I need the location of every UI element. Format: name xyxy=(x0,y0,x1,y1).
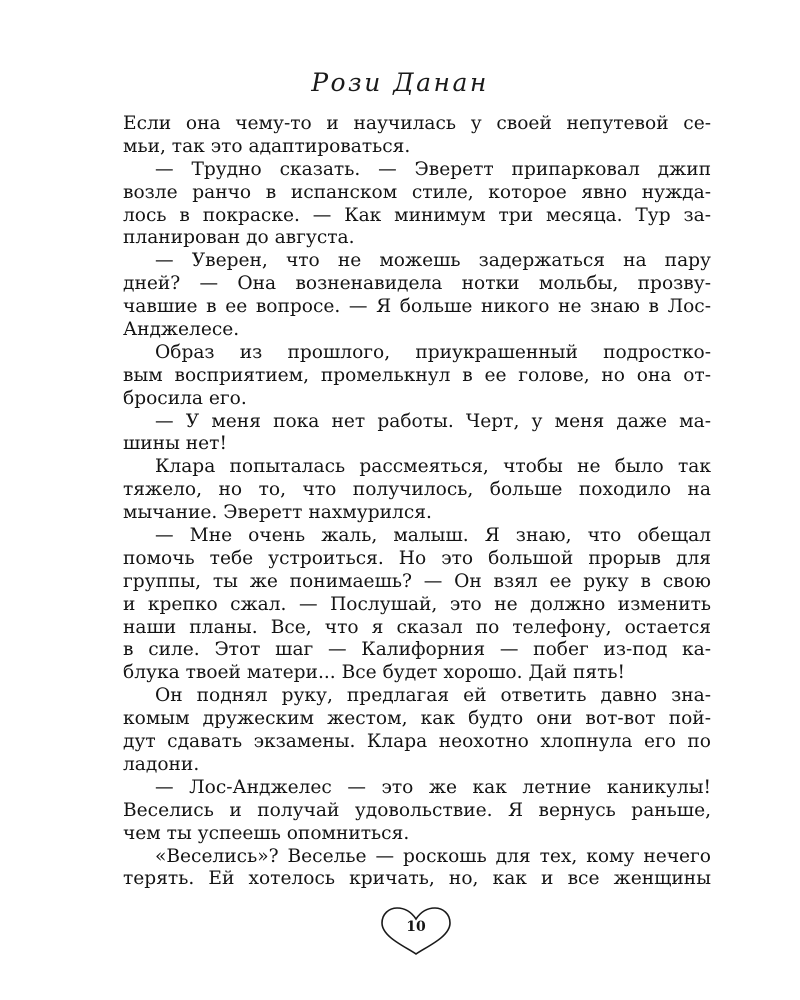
text-line: дней? — Она возненавидела нотки мольбы, прозву- xyxy=(123,273,711,295)
text-line: помочь тебе устроиться. Но это большой прорыв для xyxy=(123,547,711,569)
text-line: мычание. Эверетт нахмурился. xyxy=(123,502,432,524)
text-line: — Уверен, что не можешь задержаться на пару xyxy=(155,250,711,272)
text-line: терять. Ей хотелось кричать, но, как и все женщины xyxy=(123,868,711,890)
text-line: — Мне очень жаль, малыш. Я знаю, что обещал xyxy=(155,525,711,547)
text-line: дут сдавать экзамены. Клара неохотно хлопнула его по xyxy=(123,731,711,753)
text-line: блука твоей матери... Все будет хорошо. Дай пять! xyxy=(123,662,625,684)
text-line: чем ты успеешь опомниться. xyxy=(123,822,410,844)
text-line: мьи, так это адаптироваться. xyxy=(123,135,411,157)
text-line: возле ранчо в испанском стиле, которое явно нужда- xyxy=(123,181,711,203)
text-line: — Лос-Анджелес — это же как летние каникулы! xyxy=(155,776,711,798)
text-line: вым восприятием, промелькнул в ее голове, но она от- xyxy=(123,364,711,386)
text-line: планирован до августа. xyxy=(123,227,355,249)
text-line: Клара попыталась рассмеяться, чтобы не было так xyxy=(155,456,711,478)
text-line: лось в покраске. — Как минимум три месяца. Тур за- xyxy=(123,204,711,226)
text-line: и крепко сжал. — Послушай, это не должно изменить xyxy=(123,593,711,615)
text-line: ладони. xyxy=(123,753,200,775)
text-line: в силе. Этот шаг — Калифорния — побег из-под ка- xyxy=(123,639,711,661)
page-number: 10 xyxy=(406,919,426,935)
text-line: Анджелесе. xyxy=(123,319,240,341)
text-line: — Трудно сказать. — Эверетт припарковал джип xyxy=(155,158,711,180)
text-line: группы, ты же понимаешь? — Он взял ее руку в свою xyxy=(123,570,711,592)
text-line: Он поднял руку, предлагая ей ответить давно зна- xyxy=(155,685,711,707)
text-line: — У меня пока нет работы. Черт, у меня даже ма- xyxy=(155,410,711,432)
page-footer xyxy=(376,905,456,957)
running-header: Рози Данан xyxy=(311,68,489,97)
text-line: Веселись и получай удовольствие. Я вернусь раньше, xyxy=(123,799,711,821)
text-line: Образ из прошлого, приукрашенный подростко- xyxy=(155,341,711,363)
text-line: чавшие в ее вопросе. — Я больше никого не знаю в Лос- xyxy=(123,296,711,318)
text-line: Если она чему-то и научилась у своей непутевой се- xyxy=(123,113,711,134)
text-line: тяжело, но то, что получилось, больше походило на xyxy=(123,479,711,501)
text-line: «Веселись»? Веселье — роскошь для тех, кому нечего xyxy=(155,845,711,867)
text-line: комым дружеским жестом, как будто они вот-вот пой- xyxy=(123,708,711,730)
text-line: бросила его. xyxy=(123,387,247,409)
text-line: наши планы. Все, что я сказал по телефону, остается xyxy=(123,616,711,638)
text-line: шины нет! xyxy=(123,433,227,455)
body-text xyxy=(123,113,711,891)
